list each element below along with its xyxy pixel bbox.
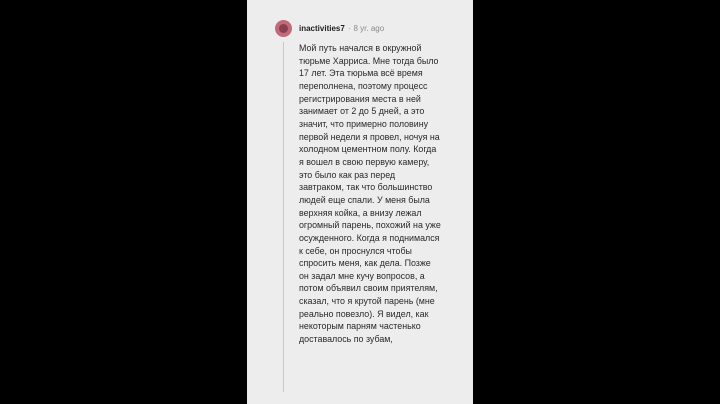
comment-line: Мой путь начался в окружной [299, 43, 422, 53]
comment-line: тюрьме Харриса. Мне тогда было [299, 55, 439, 66]
comment-body [299, 42, 441, 346]
comment-line: потом объявил своим приятелям, [299, 283, 438, 294]
comment-line: завтраком, так что большинство [299, 182, 433, 193]
comment-header [299, 23, 384, 35]
comment-line: это было как раз перед [299, 169, 396, 180]
comment-line: регистрирования места в ней [299, 93, 421, 104]
comment-card [247, 0, 473, 404]
comment-line: он задал мне кучу вопросов, а [299, 270, 425, 281]
comment-line: первой недели я провел, ночуя на [299, 131, 440, 142]
user-avatar[interactable] [275, 20, 292, 37]
username[interactable]: inactivities7 [299, 24, 345, 33]
comment-line: к себе, он проснулся чтобы [299, 245, 412, 256]
comment-line: реально повезло). Я видел, как [299, 308, 429, 319]
timestamp: 8 yr. ago [353, 24, 385, 33]
comment-line: некоторым парням частенько [299, 321, 421, 332]
comment-line: осужденного. Когда я поднимался [299, 232, 440, 243]
comment-line: сказал, что я крутой парень (мне [299, 296, 435, 307]
comment-line: занимает от 2 до 5 дней, а это [299, 106, 425, 117]
comment-line: значит, что примерно половину [299, 118, 429, 129]
comment-line: огромный парень, похожий на уже [299, 220, 441, 231]
comment-line: я вошел в свою первую камеру, [299, 156, 430, 167]
comment-line: 17 лет. Эта тюрьма всё время [299, 68, 423, 79]
comment-line: переполнена, поэтому процесс [299, 80, 428, 91]
separator-dot: · [347, 24, 351, 33]
comment-line: доставалось по зубам, [299, 334, 393, 345]
thread-line[interactable] [283, 42, 284, 392]
comment-line: верхняя койка, а внизу лежал [299, 207, 422, 218]
comment-line: холодном цементном полу. Когда [299, 144, 437, 155]
comment-line: людей еще спали. У меня была [299, 194, 430, 205]
comment-line: спросить меня, как дела. Позже [299, 258, 431, 269]
